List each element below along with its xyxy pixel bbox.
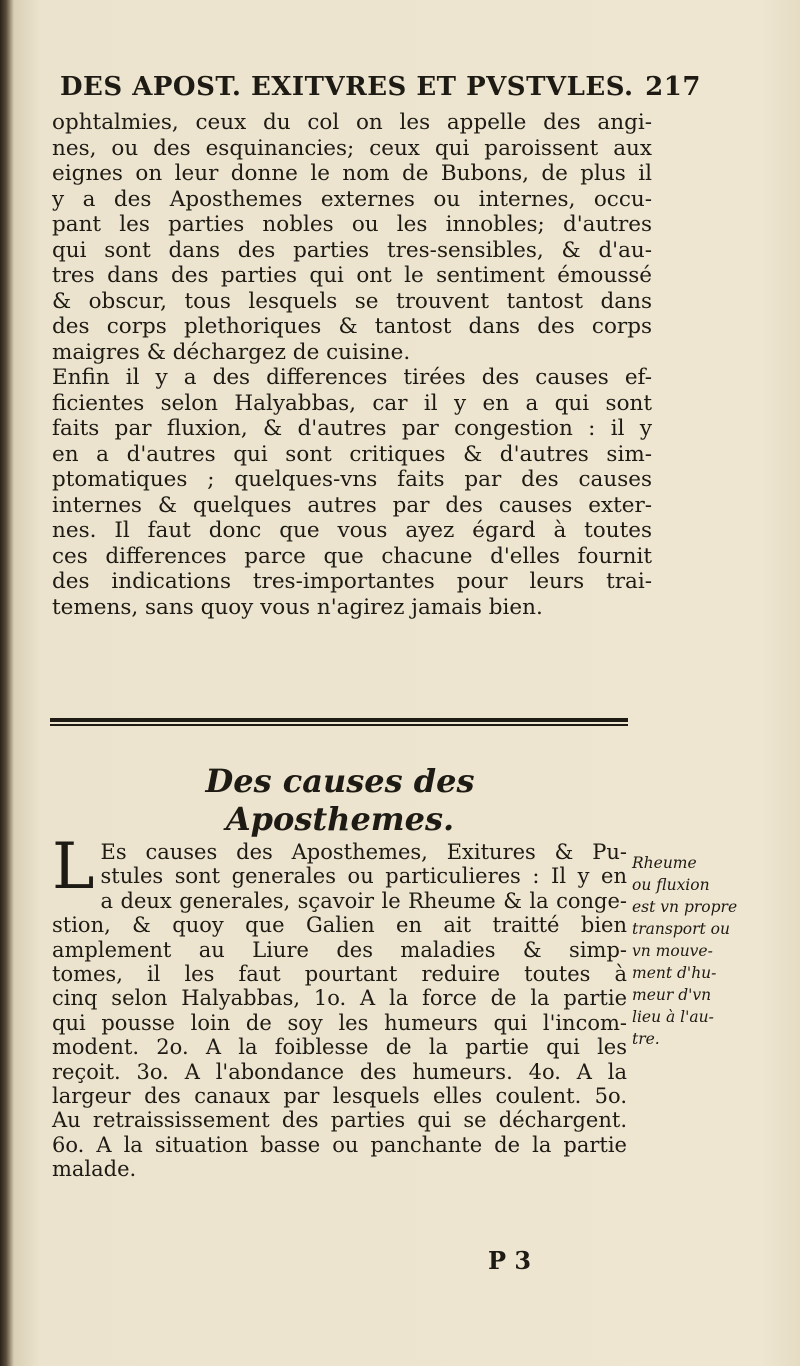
text-line: eignes on leur donne le nom de Bubons, de plus il [52,161,652,186]
text-line: en a d'autres qui sont critiques & d'autres sim- [52,441,652,467]
text-line: ophtalmies, ceux du col on les appelle des angi- [52,110,652,135]
text-line: tomes, il les faut pourtant reduire toutes à [52,961,627,986]
text-line: reçoit. 3o. A l'abondance des humeurs. 4o. A la [52,1059,627,1084]
text-line: a deux generales, sçavoir le Rheume & la conge- [100,888,627,913]
text-line: qui sont dans des parties tres-sensibles, & d'au- [52,237,652,263]
margin-note-line: ou fluxion [632,876,710,894]
section-divider-rule [50,718,628,726]
text-line: qui pousse loin de soy les humeurs qui l'incom- [52,1010,627,1035]
margin-note-line: tre. [632,1030,660,1048]
text-line: internes & quelques autres par des causes exter- [52,492,652,518]
text-line: modent. 2o. A la foiblesse de la partie qui les [52,1035,627,1060]
running-header [60,72,701,102]
text-line: Es causes des Aposthemes, Exitures & Pu- [100,840,627,864]
text-line: nes, ou des esquinancies; ceux qui paroissent aux [52,135,652,161]
text-line: stion, & quoy que Galien en ait traitté bien [52,913,627,938]
running-title: DES APOST. EXITVRES ET PVSTVLES. [60,72,634,102]
text-line: 6o. A la situation basse ou panchante de la partie [52,1132,627,1157]
paragraph-2 [52,830,627,1182]
text-line: temens, sans quoy vous n'agirez jamais bien. [52,594,543,620]
margin-note [632,852,772,1050]
text-line: maigres & déchargez de cuisine. [52,339,411,365]
text-line: des indications tres-importantes pour leurs trai- [52,569,652,594]
section-title: Des causes des Aposthemes. [205,762,475,838]
page-number: 217 [645,72,701,102]
margin-note-line: transport ou [632,920,730,938]
text-line: malade. [52,1157,137,1182]
text-line: amplement au Liure des maladies & simp- [52,937,627,962]
text-line: ptomatiques ; quelques-vns faits par des causes [52,467,652,492]
text-line: des corps plethoriques & tantost dans des corps [52,314,652,339]
text-line: cinq selon Halyabbas, 1o. A la force de la partie [52,986,627,1011]
text-line: y a des Aposthemes externes ou internes, occu- [52,186,652,212]
margin-note-line: lieu à l'au- [632,1008,714,1026]
margin-note-line: vn mouve- [632,942,713,960]
text-line: ces differences parce que chacune d'elles fournit [52,543,652,569]
text-line: tres dans des parties qui ont le sentiment émoussé [52,263,652,288]
text-line: ficientes selon Halyabbas, car il y en a qui sont [52,390,652,416]
text-line: faits par fluxion, & d'autres par congestion : il y [52,416,652,441]
drop-capital: L [52,830,95,904]
text-line: largeur des canaux par lesquels elles coulent. 5o. [52,1083,627,1108]
catchword: P 3 [488,1246,532,1275]
text-line: Au retraississement des parties qui se déchargent. [52,1108,627,1133]
paragraph-1 [52,110,652,620]
text-line: pant les parties nobles ou les innobles; d'autres [52,212,652,237]
text-line: nes. Il faut donc que vous ayez égard à toutes [52,518,652,543]
margin-note-line: est vn propre [632,898,738,916]
margin-note-line: meur d'vn [632,986,712,1004]
text-line: Enfin il y a des differences tirées des causes ef- [52,365,652,390]
text-line: stules sont generales ou particulieres : Il y en [100,864,627,889]
margin-note-line: ment d'hu- [632,964,717,982]
text-line: & obscur, tous lesquels se trouvent tantost dans [52,288,652,314]
margin-note-line: Rheume [632,854,697,872]
